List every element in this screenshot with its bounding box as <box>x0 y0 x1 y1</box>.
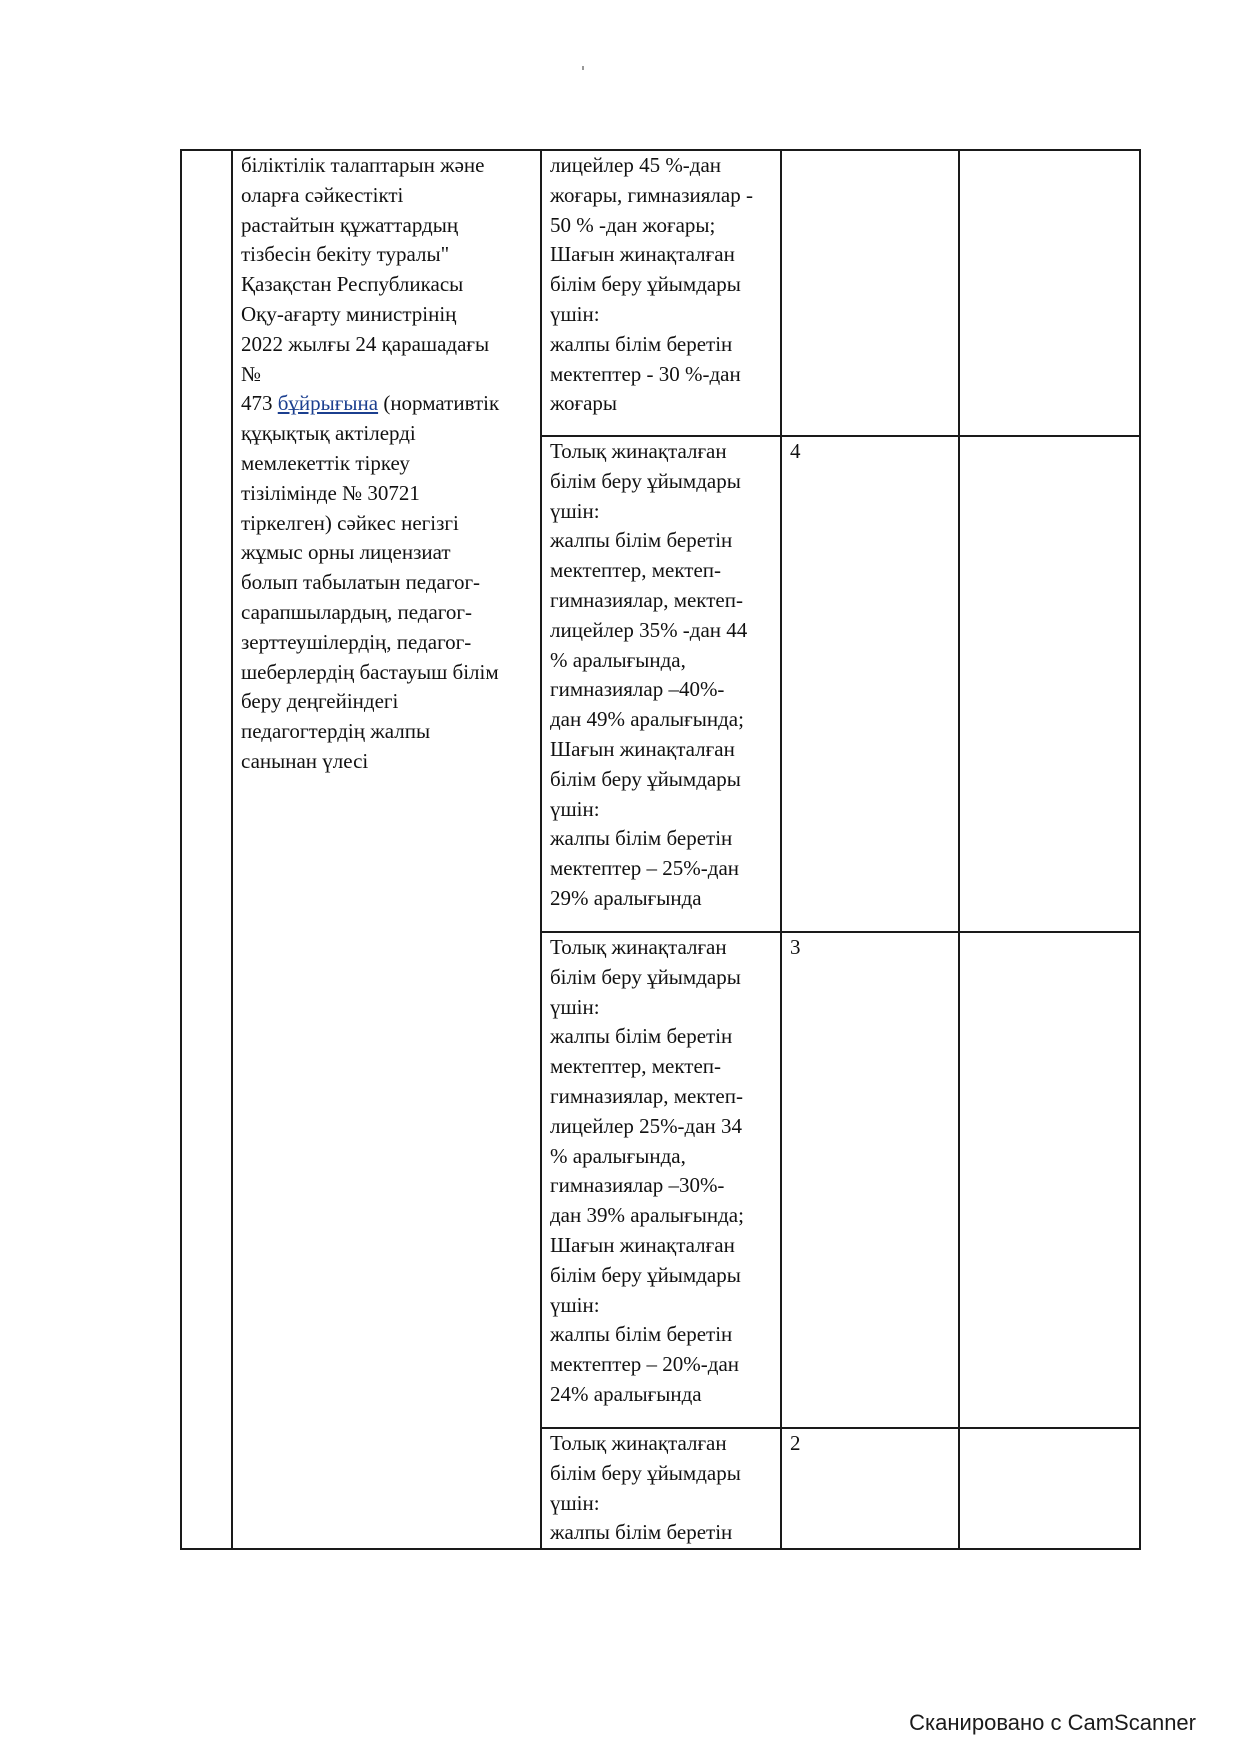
text-line: дан 49% аралығында; <box>550 707 744 732</box>
text-line: білім беру ұйымдары <box>550 766 741 791</box>
criteria-table <box>180 149 1141 1550</box>
text-line: жалпы білім беретін <box>550 826 733 851</box>
score-value: 4 <box>790 439 801 463</box>
criteria-cell <box>541 1428 781 1549</box>
text-line: жалпы білім беретін <box>550 1024 733 1049</box>
text-line: 50 % -дан жоғары; <box>550 212 716 237</box>
indicator-cell <box>232 150 541 1549</box>
text-line: 24% аралығында <box>550 1381 702 1406</box>
order-suffix: (нормативтік <box>378 391 500 416</box>
text-line: оларға сәйкестікті <box>241 182 404 207</box>
score-value: 3 <box>790 935 801 959</box>
indicator-text <box>241 151 532 777</box>
criteria-cell <box>541 436 781 932</box>
text-line: жалпы білім беретін <box>550 331 733 356</box>
text-line: Шағын жинақталған <box>550 1232 735 1257</box>
text-line: мектептер, мектеп- <box>550 558 722 583</box>
text-line: % аралығында, <box>550 1143 686 1168</box>
text-line: дан 39% аралығында; <box>550 1203 744 1228</box>
text-line: мемлекеттік тіркеу <box>241 450 410 475</box>
text-line: 29% аралығында <box>550 885 702 910</box>
text-line: үшін: <box>550 498 600 523</box>
text-line: білім беру ұйымдары <box>550 1460 741 1485</box>
text-line: лицейлер 35% -дан 44 <box>550 617 748 642</box>
text-line: үшін: <box>550 994 600 1019</box>
text-line: мектептер - 30 %-дан <box>550 361 741 386</box>
text-line: гимназиялар –40%- <box>550 677 725 702</box>
text-line: үшін: <box>550 796 600 821</box>
text-line: Шағын жинақталған <box>550 736 735 761</box>
text-line: білім беру ұйымдары <box>550 272 741 297</box>
text-line: лицейлер 25%-дан 34 <box>550 1113 743 1138</box>
text-line: Қазақстан Республикасы <box>241 272 464 297</box>
text-line: Толық жинақталған <box>550 935 727 959</box>
table-row <box>181 150 1140 436</box>
text-line: үшін: <box>550 1490 600 1515</box>
score-cell <box>781 150 959 436</box>
text-line: жалпы білім беретін <box>550 528 733 553</box>
text-line: жалпы білім беретін <box>550 1322 733 1347</box>
criteria-text <box>550 437 772 914</box>
order-link[interactable]: бұйрығына <box>277 391 379 416</box>
empty-cell <box>959 436 1140 932</box>
text-line: мектептер – 20%-дан <box>550 1352 739 1377</box>
text-line: гимназиялар, мектеп- <box>550 1083 743 1108</box>
text-line: беру деңгейіндегі <box>241 689 399 714</box>
text-line: шеберлердің бастауыш білім <box>241 659 499 684</box>
criteria-cell <box>541 932 781 1428</box>
score-cell <box>781 1428 959 1549</box>
text-line: мектептер, мектеп- <box>550 1054 722 1079</box>
text-line: жалпы білім беретін <box>550 1520 733 1545</box>
text-line: растайтын құжаттардың <box>241 212 459 237</box>
text-line: жұмыс орны лицензиат <box>241 540 451 565</box>
criteria-text <box>550 1429 772 1548</box>
text-line: жоғары <box>550 391 618 416</box>
scan-speck <box>582 66 584 70</box>
criteria-cell <box>541 150 781 436</box>
text-line: білім беру ұйымдары <box>550 468 741 493</box>
text-line: зерттеушілердің, педагог- <box>241 629 472 654</box>
text-line: үшін: <box>550 1292 600 1317</box>
order-reference-line <box>241 389 532 419</box>
criteria-text <box>550 151 772 419</box>
criteria-text <box>550 933 772 1410</box>
text-line: мектептер – 25%-дан <box>550 856 739 881</box>
score-value: 2 <box>790 1431 801 1455</box>
text-line: білім беру ұйымдары <box>550 1262 741 1287</box>
empty-cell <box>959 932 1140 1428</box>
text-line: № <box>241 361 262 386</box>
text-line: санынан үлесі <box>241 748 369 773</box>
text-line: сарапшылардың, педагог- <box>241 599 472 624</box>
text-line: лицейлер 45 %-дан <box>550 153 722 177</box>
number-cell <box>181 150 232 1549</box>
text-line: тізілімінде № 30721 <box>241 480 420 505</box>
empty-cell <box>959 150 1140 436</box>
empty-cell <box>959 1428 1140 1549</box>
text-line: Шағын жинақталған <box>550 242 735 267</box>
text-line: жоғары, гимназиялар - <box>550 182 753 207</box>
text-line: педагогтердің жалпы <box>241 719 431 744</box>
text-line: білім беру ұйымдары <box>550 964 741 989</box>
text-line: тіркелген) сәйкес негізгі <box>241 510 459 535</box>
camscanner-watermark: Сканировано с CamScanner <box>909 1710 1196 1735</box>
text-line: 2022 жылғы 24 қарашадағы <box>241 331 490 356</box>
score-cell <box>781 436 959 932</box>
text-line: Толық жинақталған <box>550 1431 727 1455</box>
text-line: гимназиялар, мектеп- <box>550 587 743 612</box>
text-line: тізбесін бекіту туралы" <box>241 242 450 267</box>
order-number: 473 <box>241 391 278 416</box>
text-line: % аралығында, <box>550 647 686 672</box>
text-line: үшін: <box>550 301 600 326</box>
text-line: біліктілік талаптарын және <box>241 153 485 177</box>
text-line: Оқу-ағарту министрінің <box>241 301 457 326</box>
text-line: гимназиялар –30%- <box>550 1173 725 1198</box>
text-line: болып табылатын педагог- <box>241 570 481 595</box>
text-line: құқықтық актілерді <box>241 421 416 446</box>
score-cell <box>781 932 959 1428</box>
text-line: Толық жинақталған <box>550 439 727 463</box>
